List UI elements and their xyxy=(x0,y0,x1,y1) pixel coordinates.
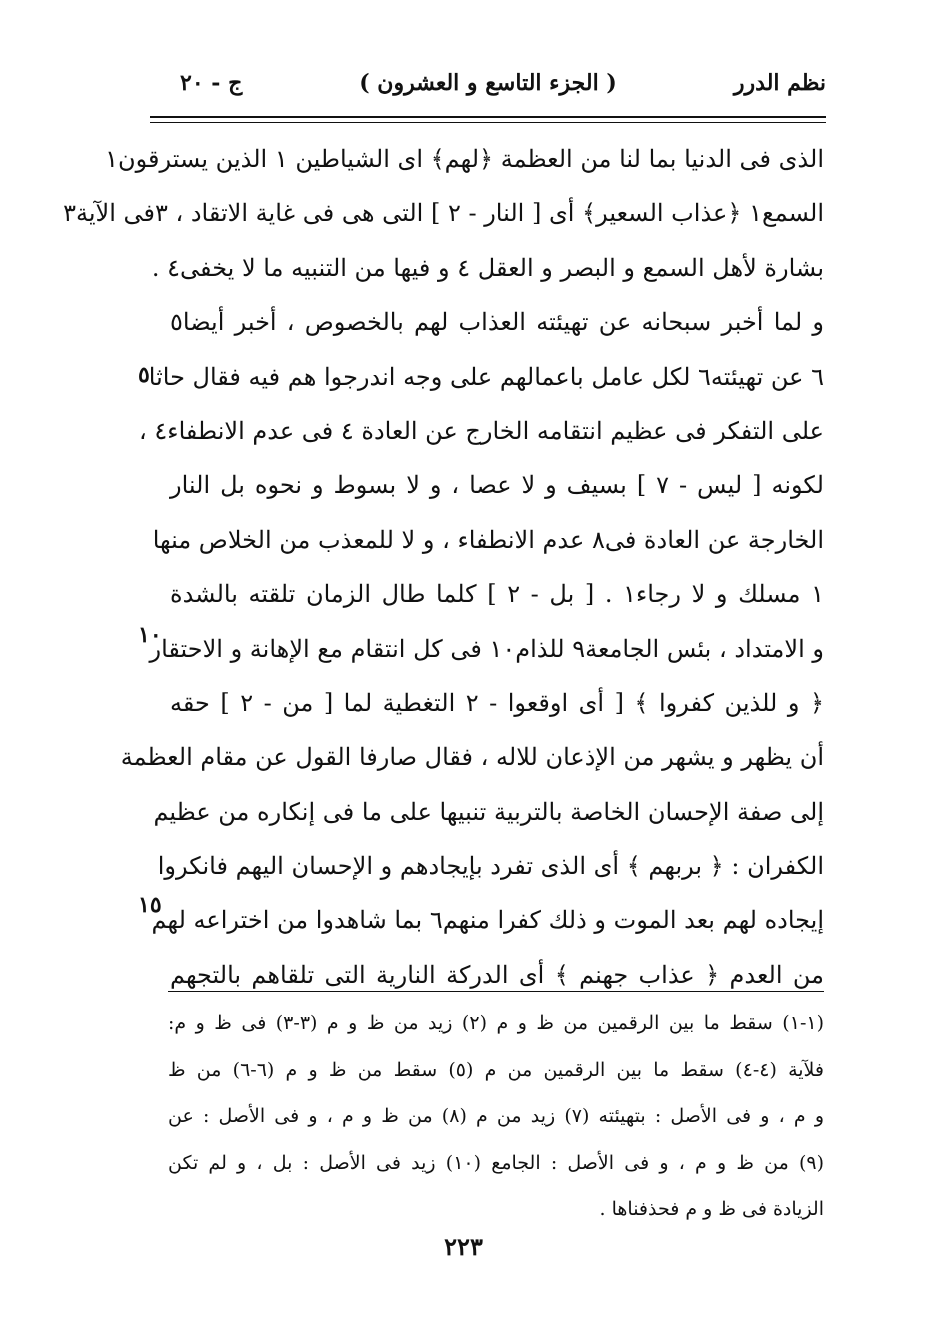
text-line: بشارة لأهل السمع و البصر و العقل ٤ و فيها من التنبيه ما لا يخفى٤ . xyxy=(151,253,824,282)
text-line: السمع١ ﴿عذاب السعير﴾ أى [ النار - ٢ ] التى هى فى غاية الاتقاد ، ٣فى الآية٣ xyxy=(63,199,824,228)
text-line: ﴿ و للذين كفروا ﴾ [ أى اوقعوا - ٢ التغطية لما [ من - ٢ ] حقه xyxy=(170,688,825,717)
part-title: ( الجزء التاسع و العشرون ) xyxy=(359,70,617,96)
line-number-10: ١٠ xyxy=(138,622,162,648)
text-line: إيجاده لهم بعد الموت و ذلك كفرا منهم٦ بما شاهدوا من اختراعه لهم xyxy=(151,906,824,935)
footnote-rule xyxy=(168,991,824,992)
volume-number: ج - ٢٠ xyxy=(180,70,243,96)
header-rule-thick xyxy=(150,116,826,118)
footnote-line: فلآية (٤-٤) سقط ما بين الرقمين من م (٥) سقط من ظ و م (٦-٦) من ظ xyxy=(168,1058,824,1081)
page-number: ٢٢٣ xyxy=(444,1232,483,1261)
text-line: الخارجة عن العادة فى٨ عدم الانطفاء ، و لا للمعذب من الخلاص منها xyxy=(152,525,824,554)
line-number-15: ١٥ xyxy=(138,892,162,918)
running-header xyxy=(150,62,826,112)
text-line: إلى صفة الإحسان الخاصة بالتربية تنبيها على ما فى إنكاره من عظيم xyxy=(153,797,824,826)
footnotes xyxy=(168,1000,824,1233)
text-line: من العدم ﴿ عذاب جهنم ﴾ أى الدركة النارية التى تلقاهم بالتجهم xyxy=(170,960,824,989)
line-number-5: ٥ xyxy=(138,362,150,388)
text-line: لكونه [ ليس - ٧ ] بسيف و لا عصا ، و لا بسوط و نحوه بل النار xyxy=(170,471,824,500)
text-line: الذى فى الدنيا بما لنا من العظمة ﴿لهم﴾ اى الشياطين ١ الذين يسترقون١ xyxy=(105,145,824,173)
footnote-line: (١-١) سقط ما بين الرقمين من ظ و م (٢) زيد من ظ و م (٣-٣) فى ظ و م: xyxy=(168,1012,824,1034)
footnote-line: (٩) من ظ و م ، و فى الأصل : الجامع (١٠) زيد فى الأصل : بل ، و لم تكن xyxy=(168,1151,824,1174)
text-line: على التفكر فى عظيم انتقامه الخارج عن العادة ٤ فى عدم الانطفاء٤ ، xyxy=(139,416,824,445)
text-line: و الامتداد ، بئس الجامعة٩ للذام١٠ فى كل انتقام مع الإهانة و الاحتقار xyxy=(149,634,824,663)
footnote-line: الزيادة فى ظ و م فحذفناها . xyxy=(599,1198,824,1220)
text-line: الكفران : ﴿ بربهم ﴾ أى الذى تفرد بإيجادهم و الإحسان اليهم فانكروا xyxy=(157,852,824,881)
text-line: أن يظهر و يشهر من الإذعان للاله ، فقال صارفا القول عن مقام العظمة xyxy=(120,743,824,772)
text-line: و لما أخبر سبحانه عن تهيئته العذاب لهم بالخصوص ، أخبر أيضا٥ xyxy=(170,308,824,337)
text-line: ١ مسلك و لا رجاء١ . [ بل - ٢ ] كلما طال الزمان تلقته بالشدة xyxy=(170,580,824,609)
book-title: نظم الدرر xyxy=(733,70,826,96)
text-line: ٦ عن تهيئته٦ لكل عامل باعمالهم على وجه اندرجوا هم فيه فقال حاثا xyxy=(148,362,824,391)
header-rule-thin xyxy=(150,122,826,123)
footnote-line: و م ، و فى الأصل : بتهيئته (٧) زيد من م (٨) من ظ و م ، و فى الأصل : عن xyxy=(168,1105,824,1127)
